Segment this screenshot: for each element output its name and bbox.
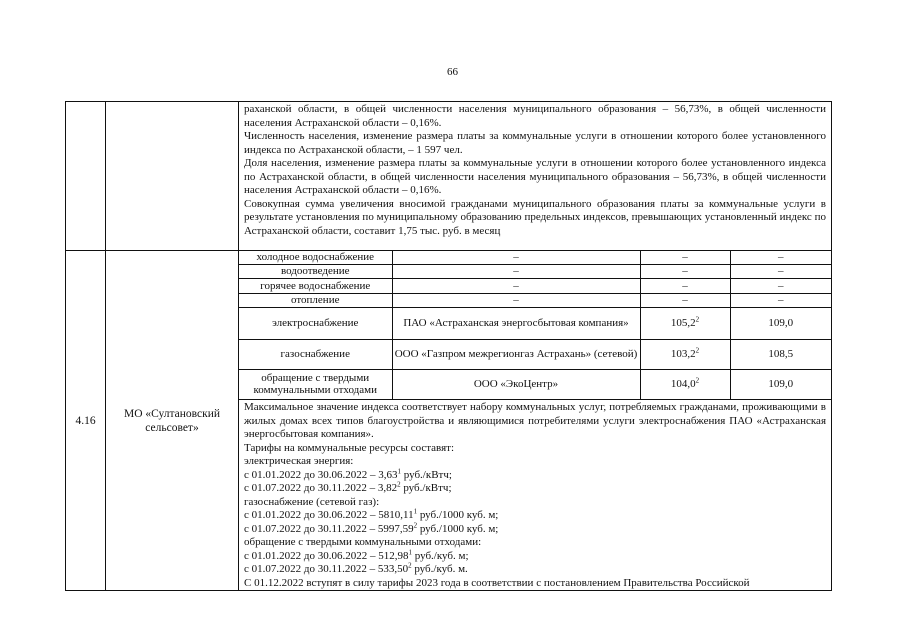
index-value	[640, 293, 730, 307]
row-number: 4.16	[66, 251, 106, 591]
waste-tariffs	[244, 547, 826, 577]
service-row	[239, 251, 831, 264]
tariff-text: с 01.01.2022 до 30.06.2022 – 512,98	[244, 549, 409, 562]
index-value	[640, 339, 730, 369]
paragraph: раханской области, в общей численности населения муниципального образования – 56,73%, в общей численности населения Астраханской области – 0,16%.	[244, 103, 826, 129]
provider-name: ООО «ЭкоЦентр»	[392, 369, 640, 399]
index-number: 103,2	[670, 348, 696, 360]
footnote-mark: 2	[695, 376, 700, 385]
footnote-mark: 1	[413, 507, 418, 516]
tariff-unit: руб./куб. м;	[411, 549, 469, 562]
provider-name: ПАО «Астраханская энергосбытовая компания»	[392, 307, 640, 339]
electricity-tariffs	[244, 466, 826, 496]
service-row	[239, 264, 831, 278]
tariff-line	[244, 520, 826, 537]
row-content	[239, 251, 832, 591]
footnote-mark: 1	[397, 466, 401, 475]
service-row	[239, 293, 831, 307]
page-number: 66	[447, 66, 458, 78]
tariffs-block	[239, 399, 831, 590]
service-name: обращение с твердыми коммунальными отходами	[239, 369, 392, 399]
tariff-unit: руб./1000 куб. м;	[417, 509, 499, 521]
empty-municipality-cell	[106, 102, 239, 251]
limit-value: –	[730, 293, 831, 307]
service-name: горячее водоснабжение	[239, 278, 392, 293]
continuation-row	[66, 102, 832, 251]
footnote-mark: 2	[695, 346, 700, 355]
table-row-4-16	[66, 251, 832, 591]
waste-heading: обращение с твердыми коммунальными отходами:	[244, 536, 482, 548]
footnote-mark: 1	[408, 547, 412, 556]
service-name: отопление	[239, 293, 392, 307]
footnote-mark: 2	[695, 315, 700, 324]
last-line: С 01.12.2022 вступят в силу тарифы 2023 года в соответствии с постановлением Правительства Российской	[244, 576, 750, 589]
electricity-heading: электрическая энергия:	[244, 455, 354, 467]
gas-tariffs	[244, 509, 826, 536]
main-table	[65, 101, 832, 591]
tariff-line	[244, 466, 826, 483]
footnote-mark: 2	[408, 561, 412, 570]
service-row	[239, 339, 831, 369]
service-name: газоснабжение	[239, 339, 392, 369]
index-value	[640, 264, 730, 278]
municipality-line: сельсовет»	[145, 421, 199, 434]
paragraph: Доля населения, изменение размера платы за коммунальные услуги в отношении которого более установленного индекса по Астраханской области, в общей численности населения муниципального образования – 56,73%, в общей численности населения Астраханской области – 0,16%.	[244, 157, 826, 196]
empty-number-cell	[66, 102, 106, 251]
service-row	[239, 278, 831, 293]
limit-value: 108,5	[730, 339, 831, 369]
service-name: водоотведение	[239, 264, 392, 278]
tariff-line	[244, 509, 826, 523]
index-number: –	[682, 294, 688, 306]
tariff-unit: руб./1000 куб. м;	[417, 522, 499, 535]
continuation-text-cell	[239, 102, 832, 251]
tariff-unit: руб./кВтч;	[400, 482, 452, 494]
index-number: –	[682, 265, 688, 277]
paragraph: Совокупная сумма увеличения вносимой гражданами муниципального образования платы за коммунальные услуги в результате установления по муниципальному образованию предельных индексов, превышающих установленный индекс по Астраханской области, составит 1,75 тыс. руб. в месяц	[244, 197, 826, 237]
tariff-text: с 01.01.2022 до 30.06.2022 – 3,63	[244, 468, 398, 481]
provider-name: ООО «Газпром межрегионгаз Астрахань» (сетевой)	[392, 339, 640, 369]
service-name: холодное водоснабжение	[239, 251, 392, 264]
footnote-mark: 2	[413, 520, 418, 529]
tariff-unit: руб./куб. м.	[411, 563, 468, 575]
index-value	[640, 278, 730, 293]
tariff-text: с 01.01.2022 до 30.06.2022 – 5810,11	[244, 509, 414, 521]
limit-value: –	[730, 251, 831, 264]
tariff-text: с 01.07.2022 до 30.11.2022 – 5997,59	[244, 522, 414, 535]
provider-name: –	[392, 278, 640, 293]
service-name: электроснабжение	[239, 307, 392, 339]
tariffs-heading: Тарифы на коммунальные ресурсы составят:	[244, 441, 455, 454]
provider-name: –	[392, 264, 640, 278]
service-row	[239, 369, 831, 399]
limit-value: 109,0	[730, 307, 831, 339]
tariff-line	[244, 482, 826, 496]
services-table	[239, 251, 831, 399]
index-number: –	[682, 279, 688, 292]
tariff-text: с 01.07.2022 до 30.11.2022 – 533,50	[244, 563, 409, 575]
intro-text: Максимальное значение индекса соответствует набору коммунальных услуг, потребляемых гражданами, проживающими в жилых домах всех типов благоустройства и являющимися потребителями услуги электроснабжения ПАО «Астраханская энергосбытовая компания».	[244, 401, 826, 440]
index-number: –	[682, 251, 688, 264]
index-number: 104,0	[670, 378, 696, 391]
tariff-unit: руб./кВтч;	[400, 468, 452, 481]
provider-name: –	[392, 293, 640, 307]
limit-value: –	[730, 264, 831, 278]
provider-name: –	[392, 251, 640, 264]
municipality-name	[106, 251, 239, 591]
tariff-line	[244, 547, 826, 564]
limit-value: –	[730, 278, 831, 293]
index-value	[640, 307, 730, 339]
service-row	[239, 307, 831, 339]
tariff-line	[244, 563, 826, 577]
index-number: 105,2	[670, 317, 696, 329]
gas-heading: газоснабжение (сетевой газ):	[244, 495, 380, 508]
footnote-mark: 2	[397, 480, 401, 489]
tariff-text: с 01.07.2022 до 30.11.2022 – 3,82	[244, 482, 398, 494]
index-value	[640, 369, 730, 399]
paragraph: Численность населения, изменение размера платы за коммунальные услуги в отношении которого более установленного индекса по Астраханской области, – 1 597 чел.	[244, 130, 826, 156]
limit-value: 109,0	[730, 369, 831, 399]
municipality-line: МО «Султановский	[123, 407, 221, 420]
index-value	[640, 251, 730, 264]
